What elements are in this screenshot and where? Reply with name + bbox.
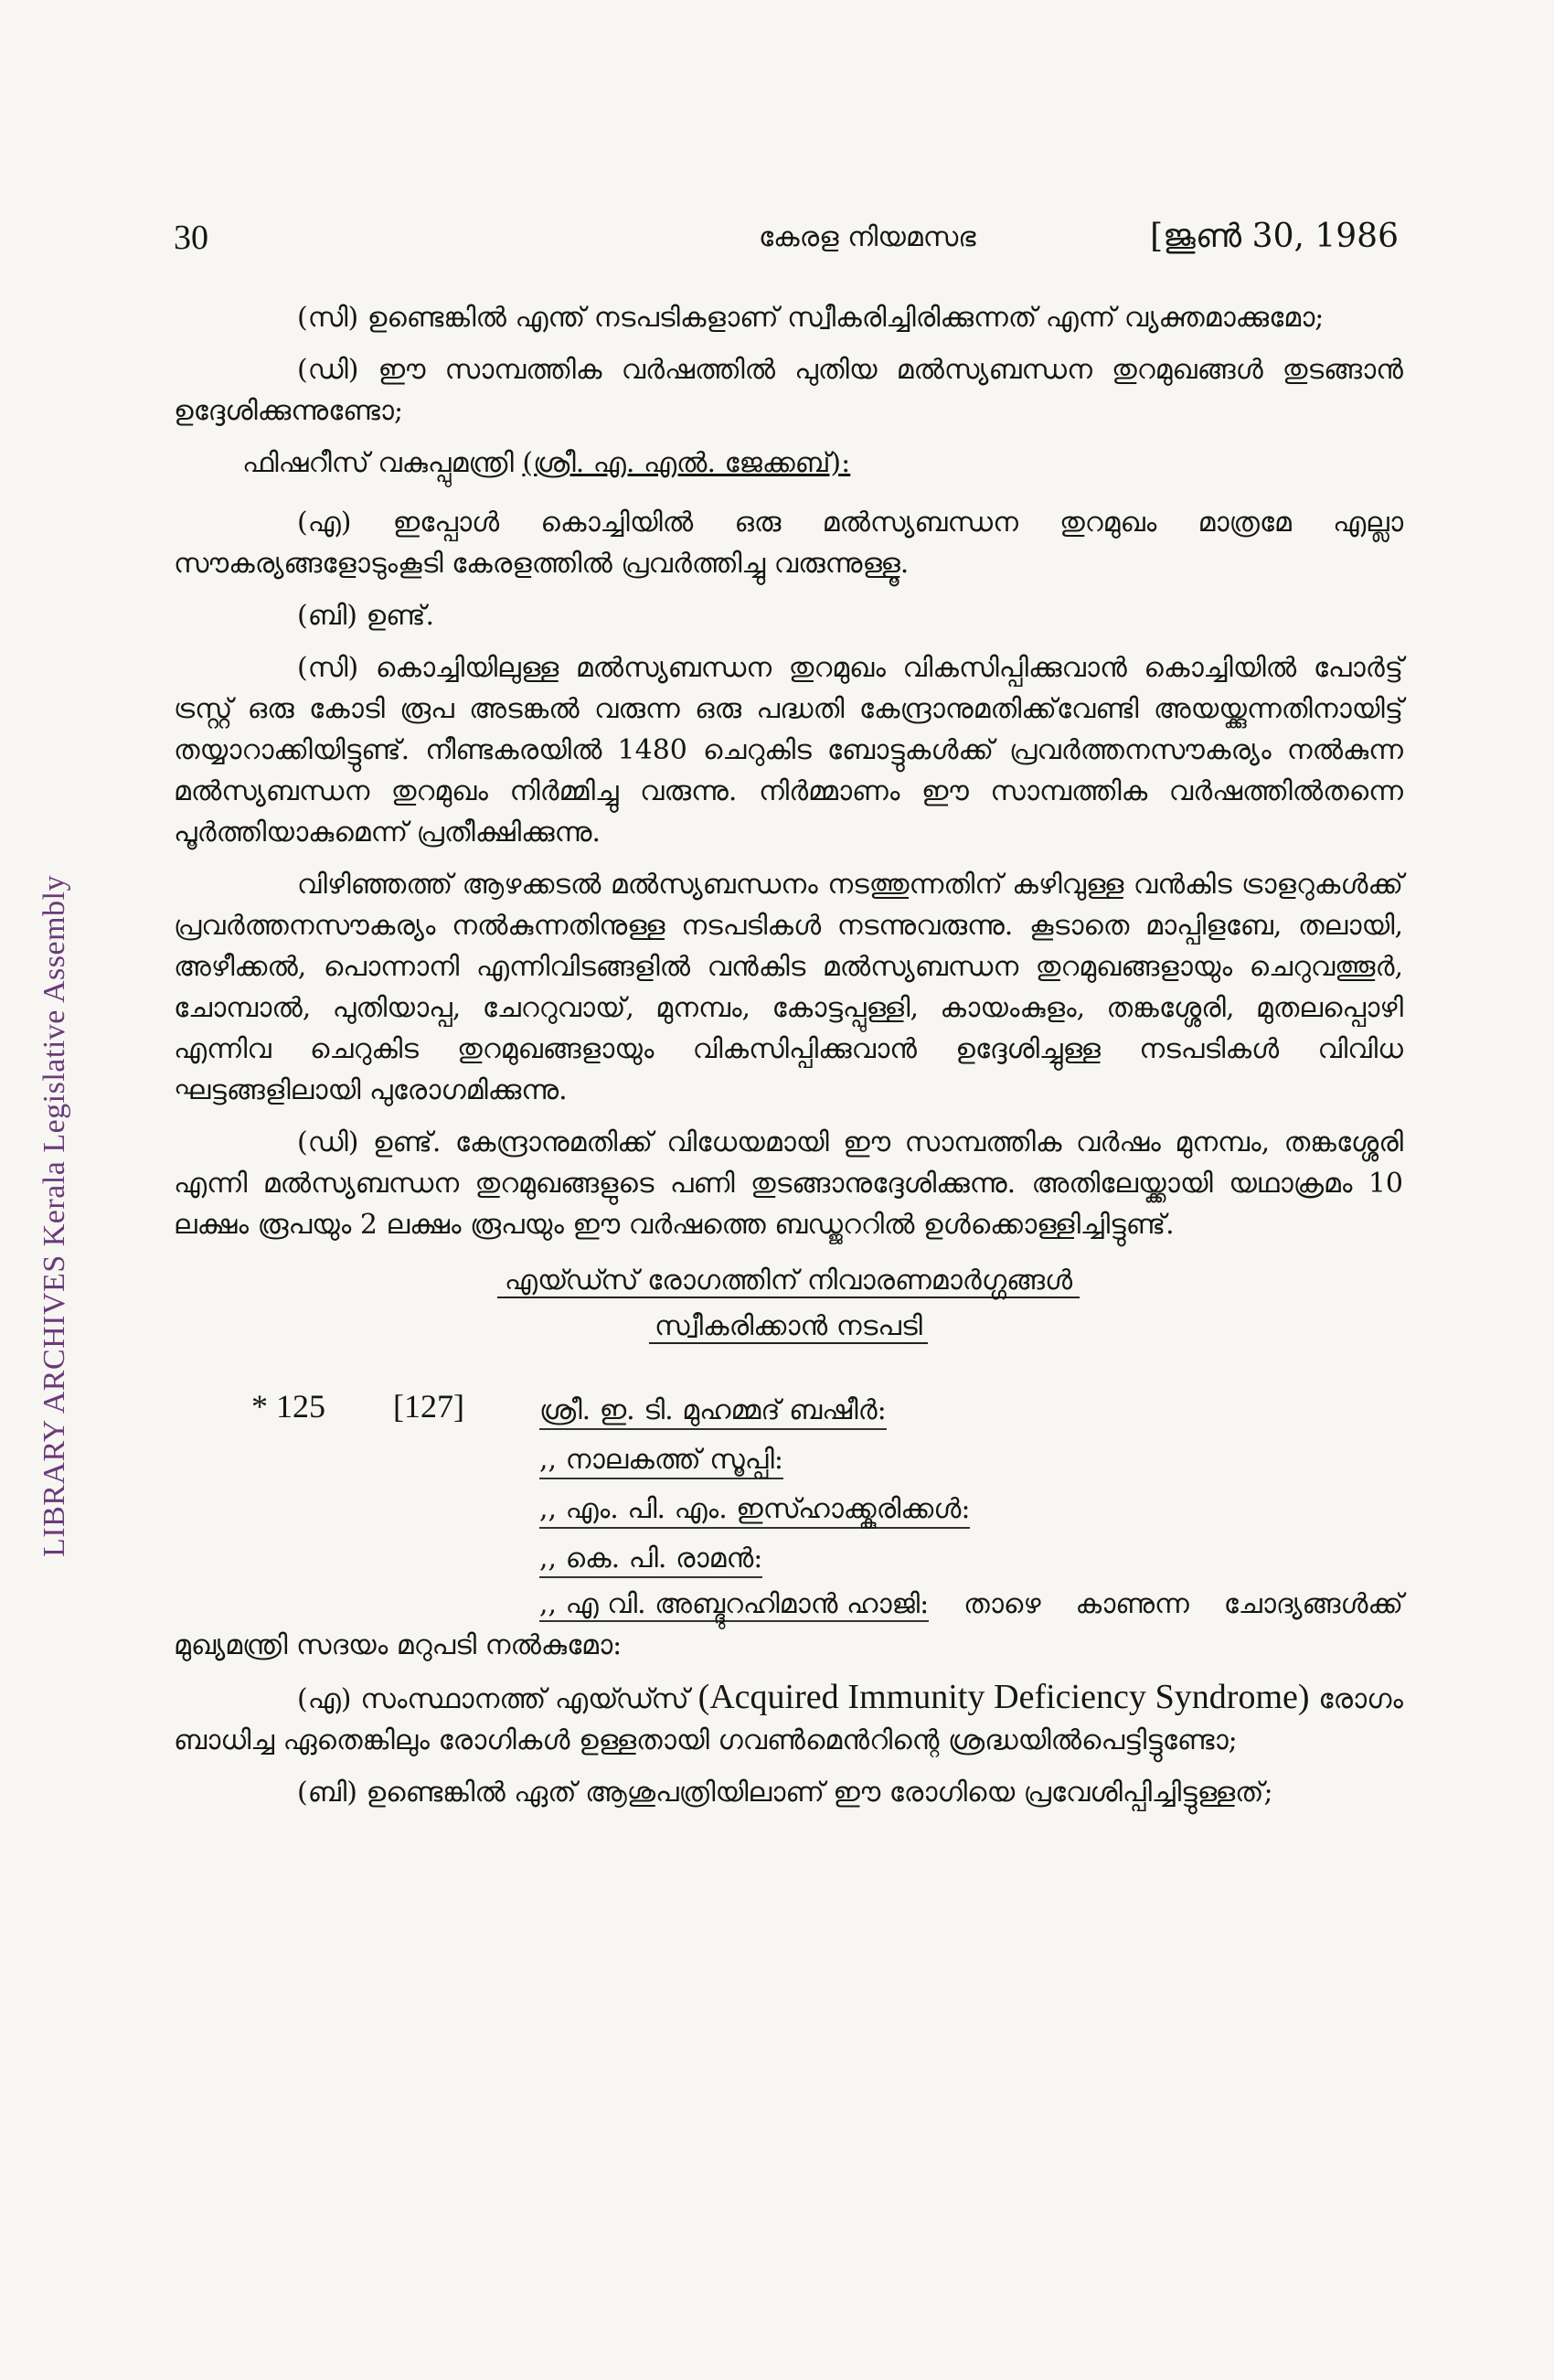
- section-heading-line1: എയ്ഡ്സ് രോഗത്തിന് നിവാരണമാർഗ്ഗങ്ങൾ: [497, 1265, 1080, 1298]
- question-block: [174, 1386, 1403, 1813]
- speaker-line: [174, 443, 1403, 484]
- side-watermark: LIBRARY ARCHIVES Kerala Legislative Assembly: [37, 874, 71, 1558]
- question-intro: [174, 1584, 1403, 1666]
- speaker-role: ഫിഷറീസ് വകുപ്പുമന്ത്രി: [242, 447, 514, 479]
- page-header: [174, 218, 1399, 263]
- member-item: ശ്രീ. ഇ. ടി. മുഹമ്മദ് ബഷീർ:: [539, 1386, 1403, 1435]
- question-a-english: (Acquired Immunity Deficiency Syndrome): [697, 1678, 1310, 1716]
- answer-prev-c: (സി) ഉണ്ടെങ്കിൽ എന്ത് നടപടികളാണ് സ്വീകരിച്ചിരിക്കുന്നത് എന്ന് വ്യക്തമാക്കുമോ;: [297, 302, 1325, 334]
- speaker-name: (ശ്രീ. എ. എൽ. ജേക്കബ്):: [522, 447, 851, 479]
- page-title: കേരള നിയമസഭ: [759, 221, 976, 253]
- member-item: ,, കെ. പി. രാമൻ:: [539, 1534, 1403, 1584]
- section-heading-line2: സ്വീകരിക്കാൻ നടപടി: [649, 1310, 928, 1344]
- answer-d: (ഡി) ഉണ്ട്. കേന്ദ്രാനുമതിക്ക് വിധേയമായി ഈ സാമ്പത്തിക വർഷം മുനമ്പം, തങ്കശ്ശേരി എന്നി മൽസ്യബന്ധന തുറമുഖങ്ങളുടെ പണി തുടങ്ങാനുദ്ദേശിക്കുന്നു. അതിലേയ്ക്കായി യഥാക്രമം 10 ലക്ഷം രൂപയും 2 ലക്ഷം രൂപയും ഈ വർഷത്തെ ബഡ്ജററിൽ ഉൾക്കൊള്ളിച്ചിട്ടുണ്ട്.: [174, 1126, 1403, 1241]
- question-b: (ബി) ഉണ്ടെങ്കിൽ ഏത് ആശുപത്രിയിലാണ് ഈ രോഗിയെ പ്രവേശിപ്പിച്ചിട്ടുള്ളത്;: [297, 1777, 1273, 1809]
- answer-c-continued: വിഴിഞ്ഞത്ത് ആഴക്കടൽ മൽസ്യബന്ധനം നടത്തുന്നതിന് കഴിവുള്ള വൻകിട ട്രാളറുകൾക്ക് പ്രവർത്തനസൗകര്യം നൽകുന്നതിനുള്ള നടപടികൾ നടന്നുവരുന്നു. കൂടാതെ മാപ്പിളബേ, തലായി, അഴീക്കൽ, പൊന്നാനി എന്നിവിടങ്ങളിൽ വൻകിട മൽസ്യബന്ധന തുറമുഖങ്ങളായും ചെറുവത്തൂർ, ചോമ്പാൽ, പുതിയാപ്പ, ചേററുവായ്, മുനമ്പം, കോട്ടപ്പുള്ളി, കായംകുളം, തങ്കശ്ശേരി, മുതലപ്പൊഴി എന്നിവ ചെറുകിട തുറമുഖങ്ങളായും വികസിപ്പിക്കുവാൻ ഉദ്ദേശിച്ചുള്ള നടപടികൾ വിവിധ ഘട്ടങ്ങളിലായി പുരോഗമിക്കുന്നു.: [174, 869, 1403, 1106]
- question-ref: [127]: [393, 1388, 464, 1425]
- member-item: ,, നാലകത്ത് സൂപ്പി:: [539, 1435, 1403, 1485]
- answer-prev-d: (ഡി) ഈ സാമ്പത്തിക വർഷത്തിൽ പുതിയ മൽസ്യബന്ധന തുറമുഖങ്ങൾ തുടങ്ങാൻ ഉദ്ദേശിക്കുന്നുണ്ടോ;: [174, 354, 1403, 427]
- answer-b: (ബി) ഉണ്ട്.: [297, 600, 435, 632]
- member-item: ,, എം. പി. എം. ഇസ്ഹാക്ക്കുരിക്കൾ:: [539, 1485, 1403, 1534]
- question-number: * 125: [251, 1388, 325, 1425]
- member-list: [539, 1386, 1403, 1584]
- page-date: [ജൂൺ 30, 1986: [1150, 218, 1399, 255]
- question-a: (എ) സംസ്ഥാനത്ത് എയ്ഡ്സ് (Acquired Immunity Deficiency Syndrome) രോഗം ബാധിച്ച ഏതെങ്കിലും രോഗികൾ ഉള്ളതായി ഗവൺമെൻറിന്റെ ശ്രദ്ധയിൽപെട്ടിട്ടുണ്ടോ;: [174, 1678, 1403, 1756]
- page-number: 30: [174, 219, 208, 257]
- member-item-last: ,, എ വി. അബ്ദുറഹിമാൻ ഹാജി:: [539, 1588, 930, 1620]
- section-heading: [174, 1258, 1403, 1350]
- answer-c: (സി) കൊച്ചിയിലുള്ള മൽസ്യബന്ധന തുറമുഖം വികസിപ്പിക്കുവാൻ കൊച്ചിയിൽ പോർട്ട് ട്രസ്റ്റ് ഒരു കോടി രൂപ അടങ്കൽ വരുന്ന ഒരു പദ്ധതി കേന്ദ്രാനുമതിക്ക്‌വേണ്ടി അയയ്ക്കുന്നതിനായിട്ട് തയ്യാറാക്കിയിട്ടുണ്ട്. നീണ്ടകരയിൽ 1480 ചെറുകിട ബോട്ടുകൾക്ക് പ്രവർത്തനസൗകര്യം നൽകുന്ന മൽസ്യബന്ധന തുറമുഖം നിർമ്മിച്ചു വരുന്നു. നിർമ്മാണം ഈ സാമ്പത്തിക വർഷത്തിൽതന്നെ പൂർത്തിയാകുമെന്ന് പ്രതീക്ഷിക്കുന്നു.: [174, 652, 1403, 848]
- document-body: [174, 297, 1403, 1824]
- question-intro-text: താഴെ കാണുന്ന ചോദ്യങ്ങൾക്ക് മുഖ്യമന്ത്രി സദയം മറുപടി നൽകുമോ:: [174, 1588, 1403, 1661]
- answer-a: (എ) ഇപ്പോൾ കൊച്ചിയിൽ ഒരു മൽസ്യബന്ധന തുറമുഖം മാത്രമേ എല്ലാ സൗകര്യങ്ങളോടുംകൂടി കേരളത്തിൽ പ്രവർത്തിച്ചു വരുന്നുള്ളൂ.: [174, 507, 1403, 580]
